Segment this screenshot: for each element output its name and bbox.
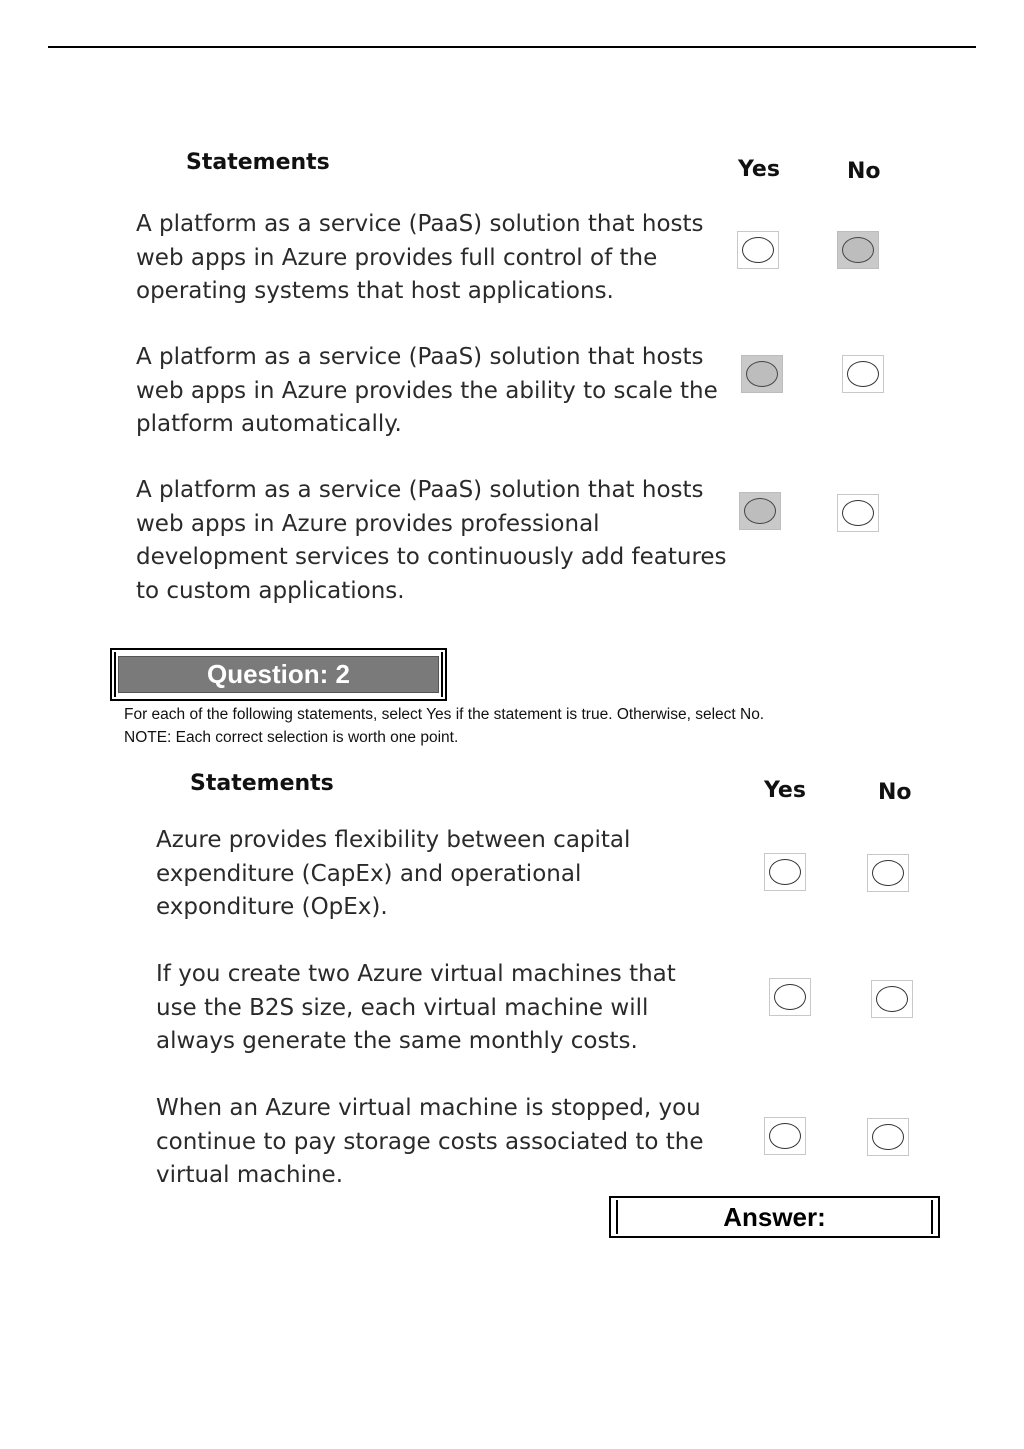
radio-circle-icon — [769, 1123, 801, 1149]
yes-radio-selected[interactable] — [739, 492, 781, 530]
statement-text: A platform as a service (PaaS) solution that hosts web apps in Azure provides the ability to scale the platform automatically. — [136, 344, 718, 437]
no-radio[interactable] — [867, 1118, 909, 1156]
no-radio[interactable] — [867, 854, 909, 892]
answer-label: Answer: — [723, 1201, 826, 1232]
no-radio[interactable] — [837, 494, 879, 532]
radio-circle-icon — [876, 986, 908, 1012]
radio-circle-icon — [847, 361, 879, 387]
yes-radio[interactable] — [769, 978, 811, 1016]
statement-text: A platform as a service (PaaS) solution that hosts web apps in Azure provides full control of the operating systems that host applications. — [136, 211, 704, 304]
radio-circle-icon — [872, 1124, 904, 1150]
instruction-line: For each of the following statements, select Yes if the statement is true. Otherwise, select No. — [124, 706, 765, 723]
instruction-note: NOTE: Each correct selection is worth one point. — [124, 729, 459, 746]
yes-radio[interactable] — [737, 231, 779, 269]
box-border-bar — [114, 652, 116, 697]
radio-circle-icon — [746, 361, 778, 387]
radio-circle-icon — [774, 984, 806, 1010]
yes-header: Yes — [738, 157, 780, 182]
box-border-bar — [441, 652, 443, 697]
radio-circle-icon — [842, 237, 874, 263]
question-title-box — [110, 648, 447, 701]
yes-radio[interactable] — [764, 853, 806, 891]
no-radio-selected[interactable] — [837, 231, 879, 269]
question-title: Question: 2 — [206, 659, 350, 689]
statement-text: If you create two Azure virtual machines that use the B2S size, each virtual machine will always generate the same monthly costs. — [156, 961, 676, 1054]
radio-circle-icon — [769, 859, 801, 885]
box-border-bar — [616, 1200, 618, 1234]
radio-circle-icon — [872, 860, 904, 886]
statements-header: Statements — [190, 771, 334, 796]
statement-text: When an Azure virtual machine is stopped, you continue to pay storage costs associated to the virtual machine. — [156, 1095, 704, 1188]
yes-radio[interactable] — [764, 1117, 806, 1155]
statement-text: A platform as a service (PaaS) solution that hosts web apps in Azure provides professional development services to continuously add features to custom applications. — [136, 477, 727, 604]
yes-header: Yes — [764, 778, 806, 803]
question-title-fill — [118, 656, 439, 693]
no-radio[interactable] — [871, 980, 913, 1018]
statements-header: Statements — [186, 150, 330, 175]
question-instruction — [124, 703, 984, 749]
answer-box — [609, 1196, 940, 1238]
top-rule — [48, 46, 976, 48]
statement-text: Azure provides flexibility between capital expenditure (CapEx) and operational exponditure (OpEx). — [156, 827, 631, 920]
no-radio[interactable] — [842, 355, 884, 393]
no-header: No — [878, 780, 912, 805]
radio-circle-icon — [842, 500, 874, 526]
radio-circle-icon — [742, 237, 774, 263]
box-border-bar — [931, 1200, 933, 1234]
no-header: No — [847, 159, 881, 184]
radio-circle-icon — [744, 498, 776, 524]
yes-radio-selected[interactable] — [741, 355, 783, 393]
